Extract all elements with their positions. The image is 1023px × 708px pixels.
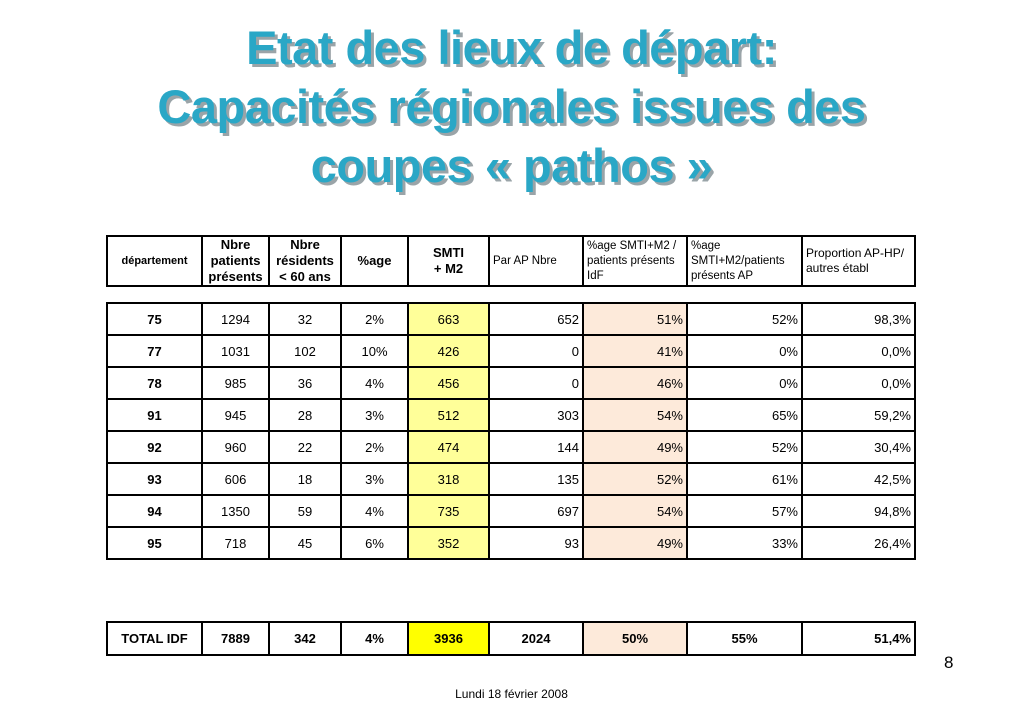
cell-pct-ap: 61%	[687, 463, 802, 495]
cell-patients: 718	[202, 527, 269, 559]
total-residents: 342	[269, 622, 341, 655]
cell-pct: 4%	[341, 495, 408, 527]
cell-smti: 512	[408, 399, 489, 431]
cell-residents: 45	[269, 527, 341, 559]
cell-pct-idf: 54%	[583, 495, 687, 527]
header-par-ap-nbre: Par AP Nbre	[489, 236, 583, 286]
total-patients: 7889	[202, 622, 269, 655]
table-row	[107, 335, 915, 367]
header-table	[106, 235, 916, 287]
cell-prop: 94,8%	[802, 495, 915, 527]
cell-prop: 98,3%	[802, 303, 915, 335]
footer-date: Lundi 18 février 2008	[455, 687, 568, 701]
total-table	[106, 621, 916, 656]
cell-patients: 960	[202, 431, 269, 463]
cell-residents: 32	[269, 303, 341, 335]
header-pct-smti-idf: %age SMTI+M2 / patients présents IdF	[583, 236, 687, 286]
cell-residents: 18	[269, 463, 341, 495]
cell-pct: 3%	[341, 463, 408, 495]
table-row	[107, 527, 915, 559]
total-prop: 51,4%	[802, 622, 915, 655]
header-smti: SMTI + M2	[408, 236, 489, 286]
cell-pct-idf: 41%	[583, 335, 687, 367]
cell-pct-ap: 65%	[687, 399, 802, 431]
cell-dept: 77	[107, 335, 202, 367]
cell-residents: 28	[269, 399, 341, 431]
cell-ap: 135	[489, 463, 583, 495]
total-ap: 2024	[489, 622, 583, 655]
title-line-3: coupes « pathos »	[310, 139, 713, 192]
cell-smti: 352	[408, 527, 489, 559]
cell-pct: 6%	[341, 527, 408, 559]
cell-patients: 1350	[202, 495, 269, 527]
cell-dept: 94	[107, 495, 202, 527]
cell-prop: 30,4%	[802, 431, 915, 463]
cell-pct: 10%	[341, 335, 408, 367]
cell-ap: 93	[489, 527, 583, 559]
cell-ap: 0	[489, 335, 583, 367]
cell-residents: 59	[269, 495, 341, 527]
data-table	[106, 302, 916, 560]
cell-prop: 42,5%	[802, 463, 915, 495]
cell-pct: 2%	[341, 431, 408, 463]
cell-dept: 92	[107, 431, 202, 463]
header-pct-age: %age	[341, 236, 408, 286]
cell-patients: 1294	[202, 303, 269, 335]
cell-patients: 985	[202, 367, 269, 399]
cell-residents: 36	[269, 367, 341, 399]
cell-smti: 426	[408, 335, 489, 367]
header-proportion: Proportion AP-HP/ autres établ	[802, 236, 915, 286]
table-row	[107, 303, 915, 335]
total-pct: 4%	[341, 622, 408, 655]
table-row	[107, 431, 915, 463]
table-row	[107, 399, 915, 431]
cell-residents: 22	[269, 431, 341, 463]
cell-pct: 3%	[341, 399, 408, 431]
cell-patients: 606	[202, 463, 269, 495]
cell-dept: 75	[107, 303, 202, 335]
cell-residents: 102	[269, 335, 341, 367]
header-nbre-residents: Nbre résidents < 60 ans	[269, 236, 341, 286]
header-nbre-patients: Nbre patients présents	[202, 236, 269, 286]
cell-patients: 945	[202, 399, 269, 431]
cell-pct-idf: 49%	[583, 431, 687, 463]
page-number: 8	[944, 653, 954, 672]
cell-prop: 0,0%	[802, 367, 915, 399]
cell-pct-ap: 57%	[687, 495, 802, 527]
cell-dept: 93	[107, 463, 202, 495]
slide-title	[0, 18, 1023, 195]
cell-pct-idf: 51%	[583, 303, 687, 335]
total-row	[107, 622, 915, 655]
title-line-1: Etat des lieux de départ:	[246, 21, 777, 74]
cell-ap: 0	[489, 367, 583, 399]
cell-pct-ap: 0%	[687, 367, 802, 399]
cell-ap: 652	[489, 303, 583, 335]
cell-prop: 26,4%	[802, 527, 915, 559]
cell-pct-ap: 0%	[687, 335, 802, 367]
cell-pct-ap: 33%	[687, 527, 802, 559]
cell-pct: 4%	[341, 367, 408, 399]
cell-smti: 456	[408, 367, 489, 399]
cell-pct-ap: 52%	[687, 431, 802, 463]
total-pct-ap: 55%	[687, 622, 802, 655]
table-row	[107, 463, 915, 495]
cell-dept: 91	[107, 399, 202, 431]
total-smti: 3936	[408, 622, 489, 655]
cell-smti: 474	[408, 431, 489, 463]
cell-ap: 697	[489, 495, 583, 527]
header-pct-smti-ap: %age SMTI+M2/patients présents AP	[687, 236, 802, 286]
cell-ap: 144	[489, 431, 583, 463]
cell-ap: 303	[489, 399, 583, 431]
cell-smti: 318	[408, 463, 489, 495]
cell-pct-idf: 52%	[583, 463, 687, 495]
cell-smti: 735	[408, 495, 489, 527]
table-row	[107, 495, 915, 527]
cell-pct-idf: 46%	[583, 367, 687, 399]
cell-prop: 0,0%	[802, 335, 915, 367]
total-label: TOTAL IDF	[107, 622, 202, 655]
cell-pct: 2%	[341, 303, 408, 335]
cell-patients: 1031	[202, 335, 269, 367]
title-line-2: Capacités régionales issues des	[157, 80, 866, 133]
cell-prop: 59,2%	[802, 399, 915, 431]
cell-pct-idf: 49%	[583, 527, 687, 559]
cell-pct-ap: 52%	[687, 303, 802, 335]
cell-smti: 663	[408, 303, 489, 335]
cell-pct-idf: 54%	[583, 399, 687, 431]
cell-dept: 78	[107, 367, 202, 399]
header-departement: département	[107, 236, 202, 286]
total-pct-idf: 50%	[583, 622, 687, 655]
cell-dept: 95	[107, 527, 202, 559]
table-row	[107, 367, 915, 399]
